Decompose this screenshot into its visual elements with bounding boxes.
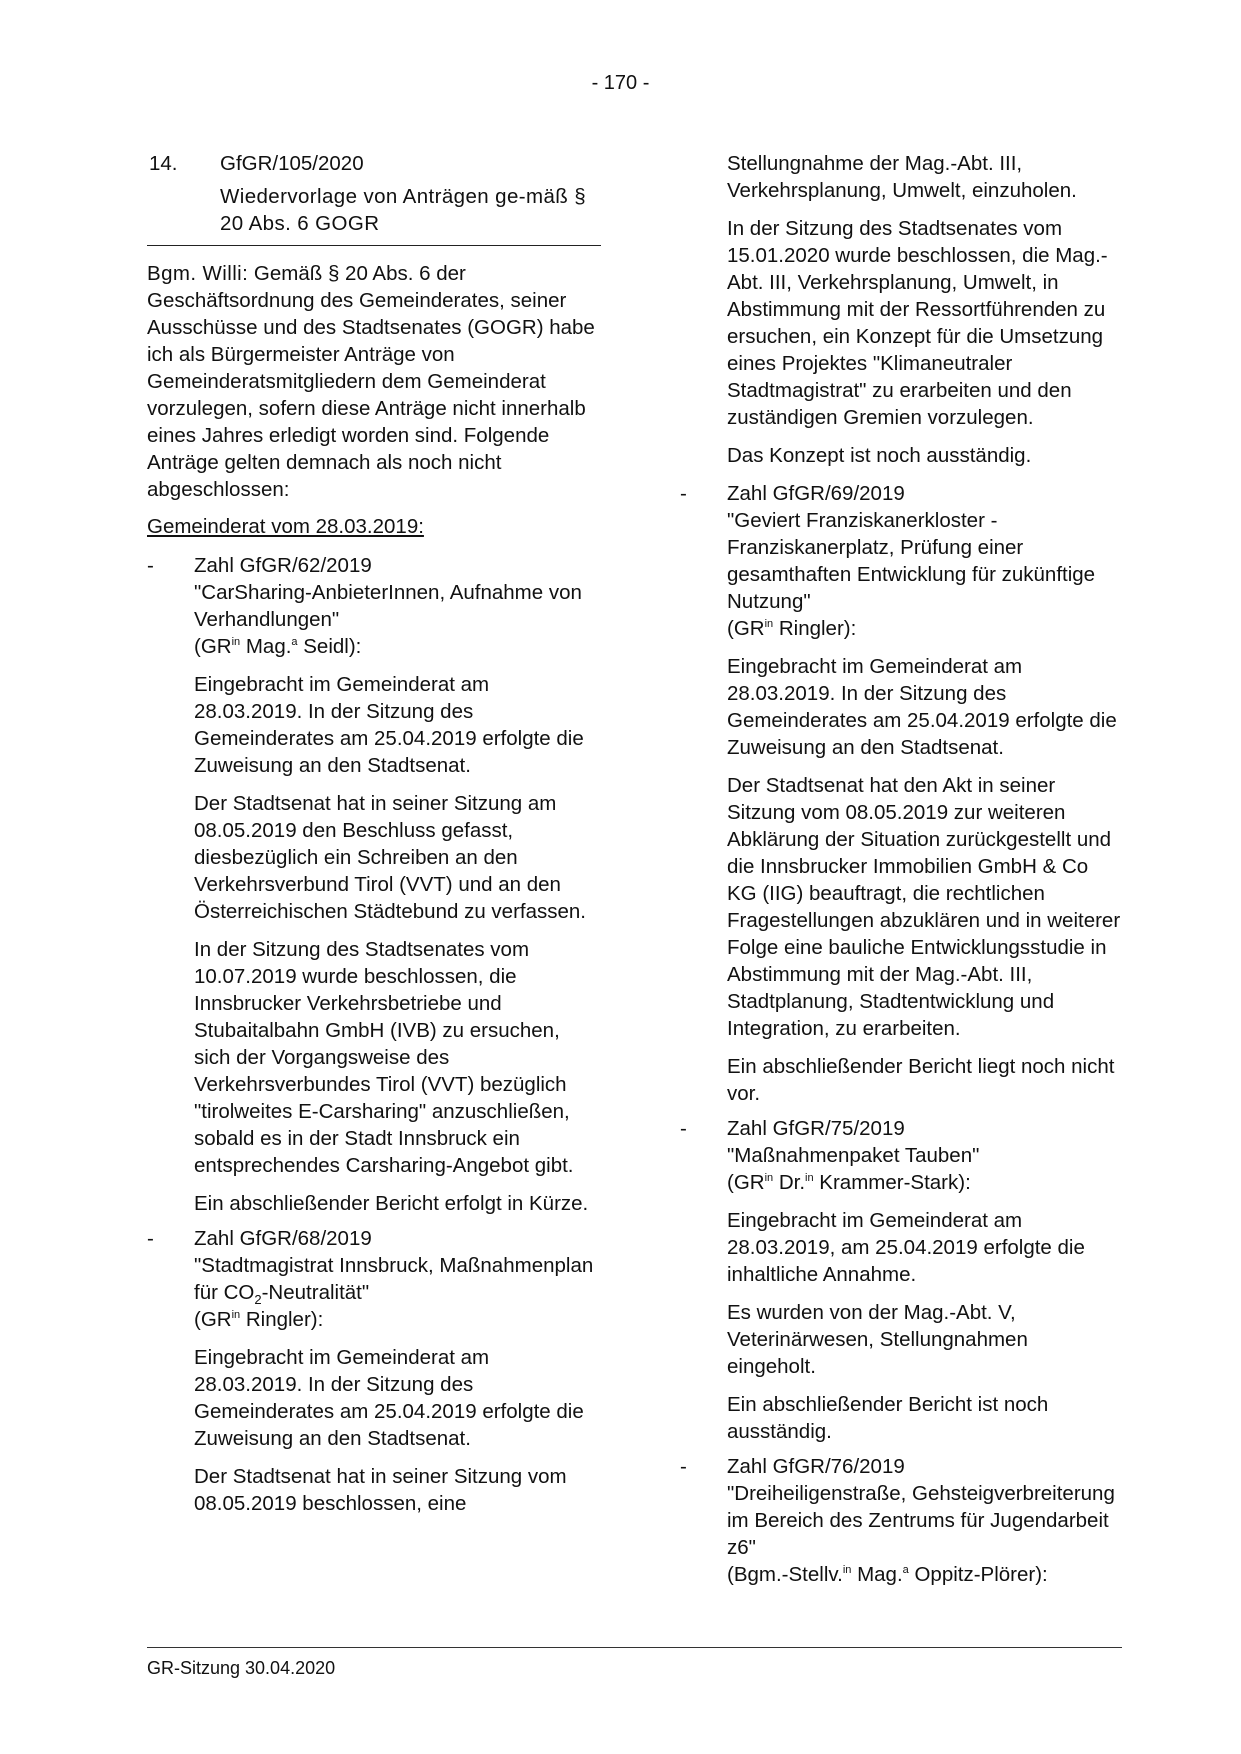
motion-item	[680, 1115, 1122, 1445]
motion-item	[680, 480, 1122, 1107]
list-dash: -	[680, 482, 687, 505]
agenda-item-heading	[147, 150, 601, 246]
intro-text: Gemäß § 20 Abs. 6 der Geschäftsordnung des Gemeinderates, seiner Ausschüsse und des Stadtsenates (GOGR) habe ich als Bürgermeister Anträge von Gemeinderatsmitgliedern dem Gemeinderat vorzulegen, sofern diese Anträge nicht innerhalb eines Jahres erledigt worden sind. Folgende Anträge gelten demnach als noch nicht abgeschlossen:	[147, 262, 595, 501]
motion-zahl: Zahl GfGR/69/2019	[727, 482, 905, 505]
list-dash: -	[680, 1455, 687, 1478]
motion-paragraph: Es wurden von der Mag.-Abt. V, Veterinärwesen, Stellungnahmen eingeholt.	[727, 1301, 1028, 1378]
motion-paragraph: Der Stadtsenat hat in seiner Sitzung am 08.05.2019 den Beschluss gefasst, diesbezüglich ein Schreiben an den Verkehrsverbund Tirol (VVT) und an den Österreichischen Städtebund zu verfassen.	[194, 792, 586, 923]
agenda-item-title: Wiedervorlage von Anträgen ge-mäß § 20 Abs. 6 GOGR	[220, 185, 587, 235]
motion-zahl: Zahl GfGR/62/2019	[194, 554, 372, 577]
speaker-name: Bgm. Willi:	[147, 262, 249, 285]
motion-title: "CarSharing-AnbieterInnen, Aufnahme von Verhandlungen"	[194, 581, 582, 631]
motion-item	[147, 552, 601, 1217]
motion-author: ($GR^{in}$ Ringler):	[194, 1308, 324, 1331]
footer-divider	[147, 1647, 1122, 1648]
agenda-item-number: 14.	[149, 152, 178, 175]
motion-paragraph: Eingebracht im Gemeinderat am 28.03.2019. In der Sitzung des Gemeinderates am 25.04.2019 erfolgte die Zuweisung an den Stadtsenat.	[727, 655, 1117, 759]
intro-paragraph	[147, 260, 601, 503]
motion-zahl: Zahl GfGR/68/2019	[194, 1227, 372, 1250]
motion-paragraph: Eingebracht im Gemeinderat am 28.03.2019, am 25.04.2019 erfolgte die inhaltliche Annahme.	[727, 1209, 1085, 1286]
motion-title: "Dreiheiligenstraße, Gehsteigverbreiterung im Bereich des Zentrums für Jugendarbeit z6"	[727, 1482, 1115, 1559]
session-heading: Gemeinderat vom 28.03.2019:	[147, 515, 424, 538]
motion-paragraph: In der Sitzung des Stadtsenates vom 10.07.2019 wurde beschlossen, die Innsbrucker Verkehrsbetriebe und Stubaitalbahn GmbH (IVB) zu ersuchen, sich der Vorgangsweise des Verkehrsverbundes Tirol (VVT) bezüglich "tirolweites E-Carsharing" anzuschließen, sobald es in der Stadt Innsbruck ein entsprechendes Carsharing-Angebot gibt.	[194, 938, 574, 1177]
agenda-item-zahl: GfGR/105/2020	[220, 152, 364, 175]
motion-paragraph: Ein abschließender Bericht erfolgt in Kürze.	[194, 1192, 589, 1215]
motion-item	[680, 1453, 1122, 1588]
motion-paragraph: Ein abschließender Bericht liegt noch nicht vor.	[727, 1055, 1115, 1105]
list-dash: -	[147, 554, 154, 577]
motion-paragraph: Eingebracht im Gemeinderat am 28.03.2019. In der Sitzung des Gemeinderates am 25.04.2019 erfolgte die Zuweisung an den Stadtsenat.	[194, 673, 584, 777]
motion-paragraph: Eingebracht im Gemeinderat am 28.03.2019. In der Sitzung des Gemeinderates am 25.04.2019 erfolgte die Zuweisung an den Stadtsenat.	[194, 1346, 584, 1450]
continued-paragraph: In der Sitzung des Stadtsenates vom 15.01.2020 wurde beschlossen, die Mag.-Abt. III, Verkehrsplanung, Umwelt, in Abstimmung mit der Ressortführenden zu ersuchen, ein Konzept für die Umsetzung eines Projektes "Klimaneutraler Stadtmagistrat" zu erarbeiten und den zuständigen Gremien vorzulegen.	[727, 217, 1108, 429]
motion-author: ($GR^{in}$ Dr.$^{in}$ Krammer-Stark):	[727, 1171, 971, 1194]
motion-title: "Stadtmagistrat Innsbruck, Maßnahmenplan für $CO_2$-Neutralität"	[194, 1254, 594, 1308]
page-number: - 170 -	[591, 72, 650, 94]
list-dash: -	[147, 1227, 154, 1250]
motion-author: ($GR^{in}$ Ringler):	[727, 617, 857, 640]
footer-text: GR-Sitzung 30.04.2020	[147, 1658, 336, 1678]
motion-author: ($GR^{in}$ Mag.$^a$ Seidl):	[194, 635, 362, 658]
list-dash: -	[680, 1117, 687, 1140]
motion-author: (Bgm.-Stellv.$^{in}$ Mag.$^a$ Oppitz-Plörer):	[727, 1563, 1048, 1586]
motion-zahl: Zahl GfGR/76/2019	[727, 1455, 905, 1478]
continued-paragraph: Das Konzept ist noch ausständig.	[727, 444, 1032, 467]
motion-title: "Geviert Franziskanerkloster - Franziskanerplatz, Prüfung einer gesamthaften Entwicklung für zukünftige Nutzung"	[727, 509, 1096, 613]
right-column	[680, 150, 1122, 1596]
continued-paragraph: Stellungnahme der Mag.-Abt. III, Verkehrsplanung, Umwelt, einzuholen.	[727, 152, 1077, 202]
motion-paragraph: Der Stadtsenat hat in seiner Sitzung vom 08.05.2019 beschlossen, eine	[194, 1465, 567, 1515]
motion-zahl: Zahl GfGR/75/2019	[727, 1117, 905, 1140]
motion-title: "Maßnahmenpaket Tauben"	[727, 1144, 980, 1167]
left-column	[147, 150, 601, 1525]
motion-paragraph: Der Stadtsenat hat den Akt in seiner Sitzung vom 08.05.2019 zur weiteren Abklärung der Situation zurückgestellt und die Innsbrucker Immobilien GmbH & Co KG (IIG) beauftragt, die rechtlichen Fragestellungen abzuklären und in weiterer Folge eine bauliche Entwicklungsstudie in Abstimmung mit der Mag.-Abt. III, Stadtplanung, Stadtentwicklung und Integration, zu erarbeiten.	[727, 774, 1121, 1040]
motion-item	[147, 1225, 601, 1517]
motion-paragraph: Ein abschließender Bericht ist noch ausständig.	[727, 1393, 1049, 1443]
